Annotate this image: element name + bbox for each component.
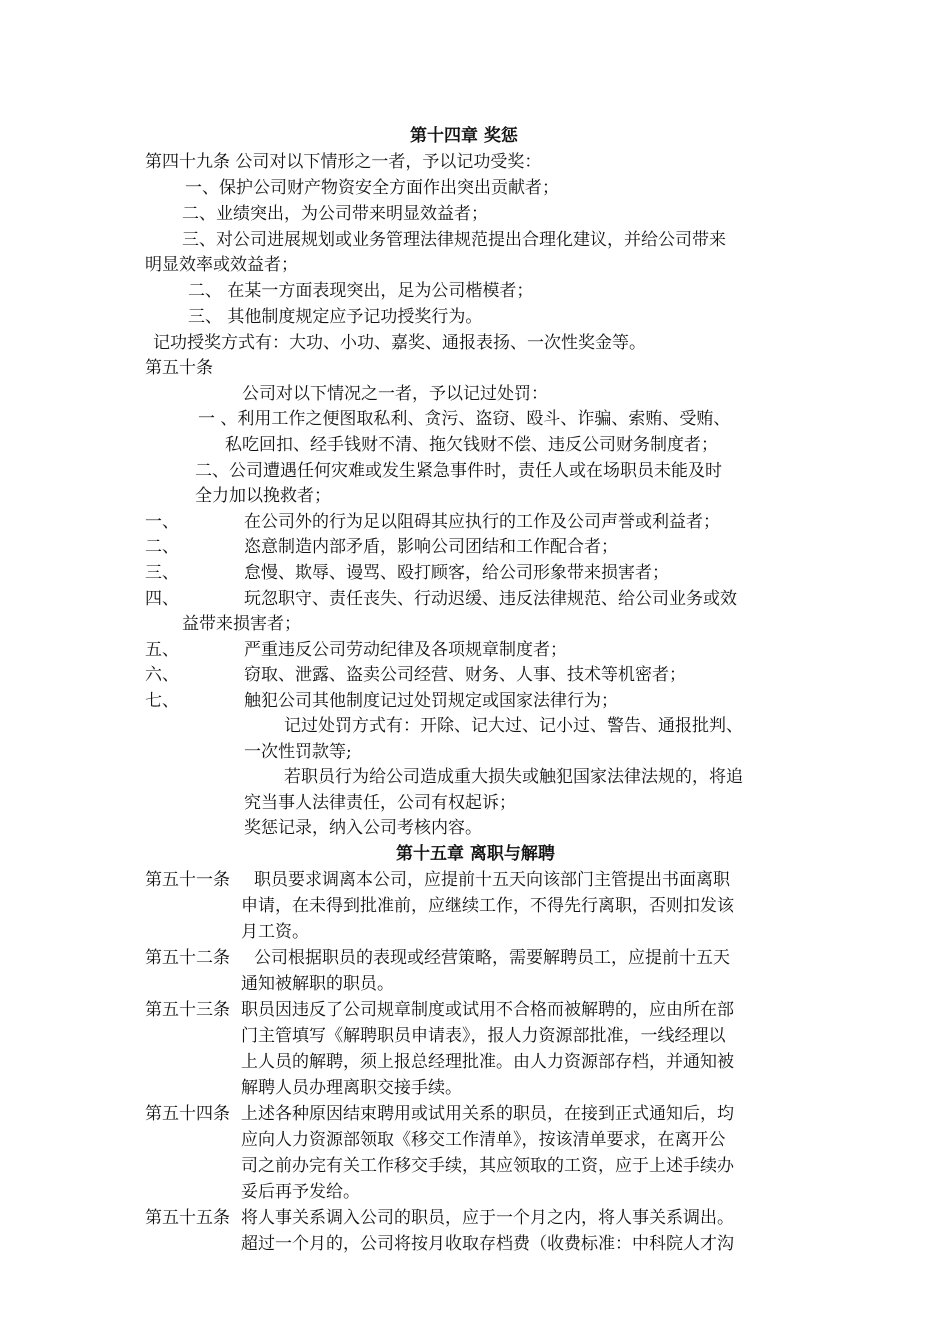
article-50-penalty-methods-cont: 一次性罚款等; bbox=[244, 742, 352, 762]
article-49-item-1: 一、保护公司财产物资安全方面作出突出贡献者； bbox=[185, 178, 559, 198]
article-50-list-text-cont: 益带来损害者； bbox=[182, 614, 301, 634]
article-50-record: 奖惩记录，纳入公司考核内容。 bbox=[244, 818, 482, 838]
article-49-item-5: 三、 其他制度规定应予记功授奖行为。 bbox=[188, 307, 483, 327]
article-53-line: 门主管填写《解聘职员申请表》，报人力资源部批准，一线经理以 bbox=[241, 1026, 726, 1046]
article-52-line: 通知被解职的职员。 bbox=[241, 974, 394, 994]
article-50-legal-liability: 若职员行为给公司造成重大损失或触犯国家法律法规的，将追 bbox=[284, 767, 743, 787]
article-53-line: 上人员的解聘，须上报总经理批准。由人力资源部存档，并通知被 bbox=[241, 1052, 734, 1072]
article-50-list-num: 五、 bbox=[145, 640, 179, 660]
article-50-list-text: 恣意制造内部矛盾，影响公司团结和工作配合者； bbox=[244, 537, 618, 557]
article-53-line: 职员因违反了公司规章制度或试用不合格而被解聘的，应由所在部 bbox=[241, 1000, 734, 1020]
article-53-number: 第五十三条 bbox=[145, 1000, 230, 1020]
article-50-intro: 公司对以下情况之一者，予以记过处罚： bbox=[242, 384, 548, 404]
article-50-list-text: 严重违反公司劳动纪律及各项规章制度者； bbox=[244, 640, 567, 660]
article-54-number: 第五十四条 bbox=[145, 1104, 230, 1124]
article-51-number: 第五十一条 bbox=[145, 870, 230, 890]
article-50-list-text: 玩忽职守、责任丧失、行动迟缓、违反法律规范、给公司业务或效 bbox=[244, 589, 737, 609]
article-50-heading: 第五十条 bbox=[145, 358, 213, 378]
article-50-item-2-cont: 全力加以挽救者； bbox=[195, 486, 331, 506]
article-50-list-num: 六、 bbox=[145, 665, 179, 685]
article-54-line: 妥后再予发给。 bbox=[241, 1182, 360, 1202]
article-55-number: 第五十五条 bbox=[145, 1208, 230, 1228]
article-50-list-text: 窃取、泄露、盗卖公司经营、财务、人事、技术等机密者； bbox=[244, 665, 686, 685]
article-52-number: 第五十二条 bbox=[145, 948, 230, 968]
article-50-list-num: 三、 bbox=[145, 563, 179, 583]
article-49-item-3-cont: 明显效率或效益者； bbox=[145, 255, 298, 275]
article-54-line: 上述各种原因结束聘用或试用关系的职员，在接到正式通知后，均 bbox=[241, 1104, 734, 1124]
article-51-line: 申请，在未得到批准前，应继续工作，不得先行离职，否则扣发该 bbox=[241, 896, 734, 916]
article-50-legal-liability-cont: 究当事人法律责任，公司有权起诉； bbox=[244, 793, 516, 813]
article-49-reward-methods: 记功授奖方式有：大功、小功、嘉奖、通报表扬、一次性奖金等。 bbox=[153, 333, 646, 353]
article-55-line: 超过一个月的，公司将按月收取存档费（收费标准：中科院人才沟 bbox=[241, 1234, 734, 1254]
article-50-list-num: 一、 bbox=[145, 512, 179, 532]
article-50-item-1-cont: 私吃回扣、经手钱财不清、拖欠钱财不偿、违反公司财务制度者； bbox=[225, 435, 718, 455]
article-50-list-text: 在公司外的行为足以阻碍其应执行的工作及公司声誉或利益者； bbox=[244, 512, 720, 532]
article-49-item-4: 二、 在某一方面表现突出，足为公司楷模者； bbox=[188, 281, 534, 301]
article-53-line: 解聘人员办理离职交接手续。 bbox=[241, 1078, 462, 1098]
article-50-penalty-methods: 记过处罚方式有：开除、记大过、记小过、警告、通报批判、 bbox=[284, 716, 743, 736]
article-51-line: 月工资。 bbox=[241, 922, 309, 942]
article-50-list-text: 触犯公司其他制度记过处罚规定或国家法律行为； bbox=[244, 691, 618, 711]
article-50-list-num: 四、 bbox=[145, 589, 179, 609]
article-55-line: 将人事关系调入公司的职员，应于一个月之内，将人事关系调出。 bbox=[241, 1208, 734, 1228]
article-49-heading: 第四十九条 公司对以下情形之一者，予以记功受奖： bbox=[145, 152, 542, 172]
article-50-list-text: 怠慢、欺辱、谩骂、殴打顾客，给公司形象带来损害者； bbox=[244, 563, 669, 583]
article-50-list-num: 七、 bbox=[145, 691, 179, 711]
article-50-item-2: 二、公司遭遇任何灾难或发生紧急事件时，责任人或在场职员未能及时 bbox=[195, 461, 722, 481]
article-52-line: 公司根据职员的表现或经营策略，需要解聘员工，应提前十五天 bbox=[254, 948, 730, 968]
chapter-14-title: 第十四章 奖惩 bbox=[410, 126, 518, 146]
article-50-item-1: 一 、利用工作之便图取私利、贪污、盗窃、殴斗、诈骗、索贿、受贿、 bbox=[198, 409, 731, 429]
article-54-line: 应向人力资源部领取《移交工作清单》，按该清单要求，在离开公 bbox=[241, 1130, 726, 1150]
article-50-list-num: 二、 bbox=[145, 537, 179, 557]
article-54-line: 司之前办完有关工作移交手续，其应领取的工资，应于上述手续办 bbox=[241, 1156, 734, 1176]
article-49-item-3: 三、对公司进展规划或业务管理法律规范提出合理化建议，并给公司带来 bbox=[182, 230, 726, 250]
article-49-item-2: 二、业绩突出，为公司带来明显效益者； bbox=[182, 204, 488, 224]
chapter-15-title: 第十五章 离职与解聘 bbox=[396, 844, 555, 864]
article-51-line: 职员要求调离本公司，应提前十五天向该部门主管提出书面离职 bbox=[254, 870, 730, 890]
